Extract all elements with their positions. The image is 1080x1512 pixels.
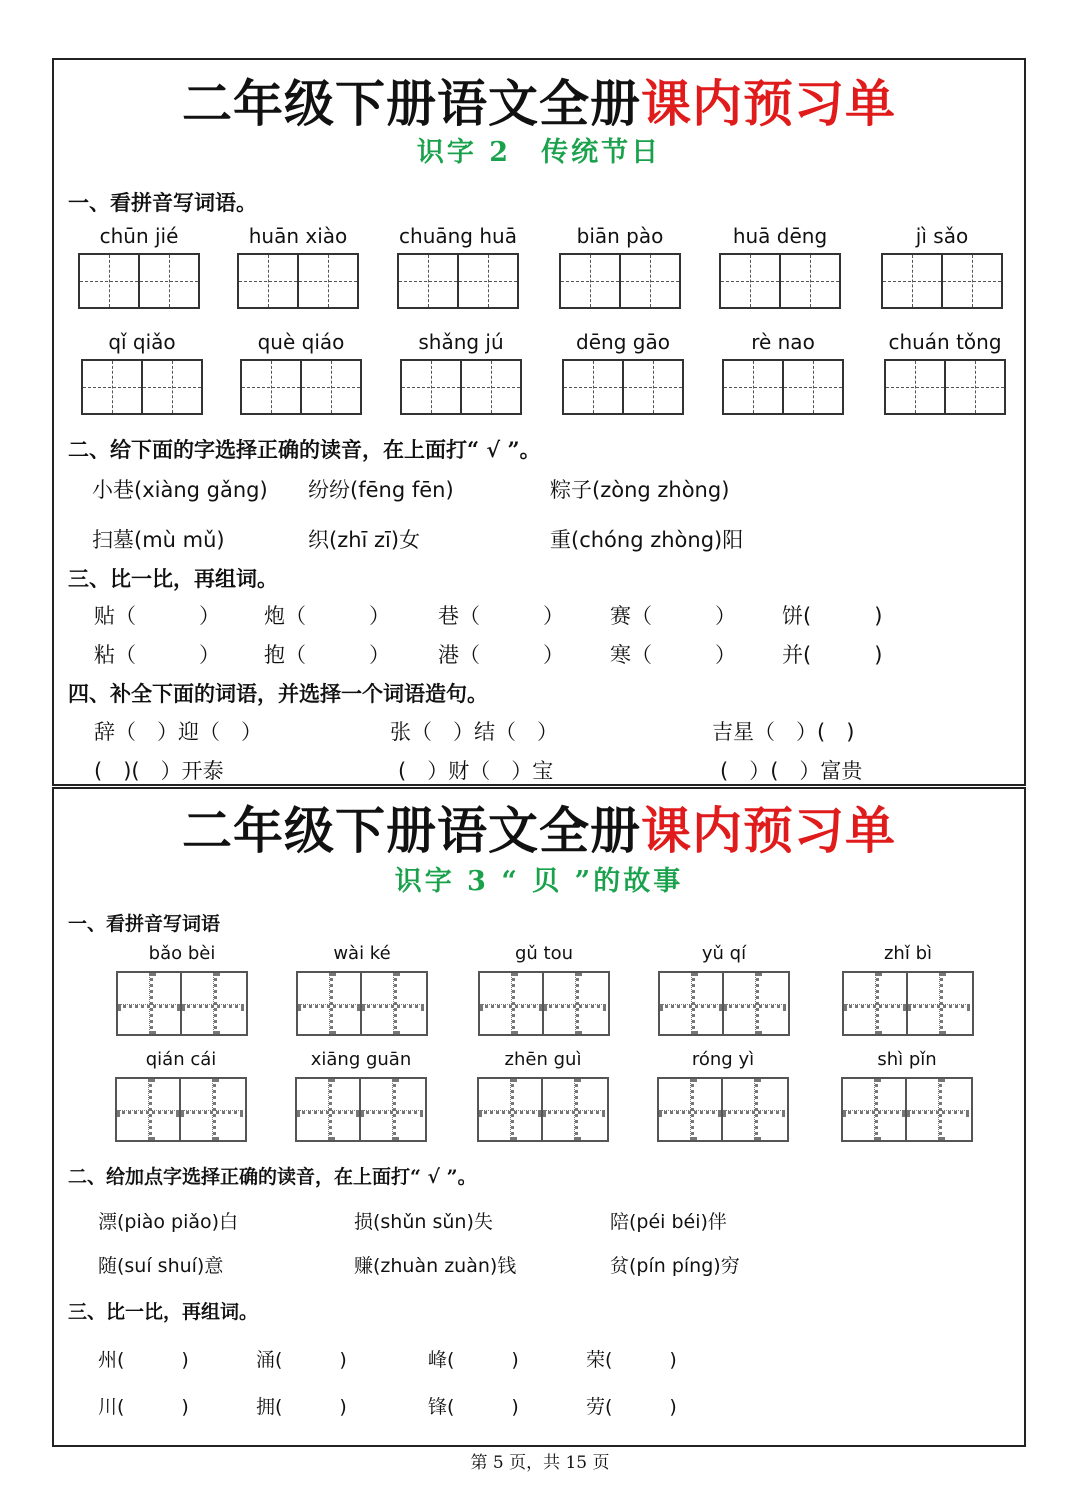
- writing-grid[interactable]: [116, 971, 248, 1036]
- writing-grid[interactable]: [562, 359, 684, 415]
- pinyin-cell: [296, 941, 428, 1036]
- title-highlight: 课内预习单: [641, 801, 896, 860]
- compare-item[interactable]: 抱（ ）: [264, 643, 390, 667]
- pinyin-cell: [240, 329, 362, 415]
- compare-item[interactable]: 赛（ ）: [610, 604, 736, 628]
- worksheet-title: [54, 791, 1024, 863]
- writing-grid[interactable]: [884, 359, 1006, 415]
- pinyin-label: dēng gāo: [576, 330, 670, 354]
- compare-item[interactable]: 寒（ ）: [610, 643, 736, 667]
- reading-item[interactable]: 随(suí shuí)意: [98, 1255, 224, 1277]
- title-main: 二年级下册语文全册: [182, 801, 641, 860]
- writing-grid[interactable]: [657, 1077, 789, 1142]
- pinyin-cell: [478, 941, 610, 1036]
- pinyin-label: zhēn guì: [504, 1049, 582, 1070]
- pinyin-cell: [295, 1047, 427, 1142]
- worksheet-title: [54, 64, 1024, 136]
- worksheet-2: [52, 787, 1026, 1447]
- reading-item[interactable]: 小巷(xiàng gǎng): [92, 478, 268, 502]
- compare-item[interactable]: 川( ): [98, 1396, 189, 1418]
- compare-item[interactable]: 饼( ): [782, 604, 883, 628]
- reading-item[interactable]: 纷纷(fēng fēn): [308, 478, 454, 502]
- compare-item[interactable]: 炮（ ）: [264, 604, 390, 628]
- page-number: 第 5 页，共 15 页: [470, 1453, 610, 1473]
- writing-grid[interactable]: [237, 253, 359, 309]
- idiom-item[interactable]: ( ）( ）富贵: [720, 759, 863, 783]
- compare-item[interactable]: 州( ): [98, 1349, 189, 1371]
- writing-grid[interactable]: [295, 1077, 427, 1142]
- pinyin-cell: [237, 223, 359, 309]
- pinyin-label: huān xiào: [248, 224, 348, 248]
- writing-grid[interactable]: [397, 253, 519, 309]
- compare-item[interactable]: 港（ ）: [438, 643, 564, 667]
- writing-grid[interactable]: [841, 1077, 973, 1142]
- writing-grid[interactable]: [722, 359, 844, 415]
- pinyin-label: què qiáo: [257, 330, 345, 354]
- reading-item[interactable]: 粽子(zòng zhòng): [550, 478, 730, 502]
- idiom-item[interactable]: ( )( ）开泰: [94, 759, 224, 783]
- pinyin-cell: [658, 941, 790, 1036]
- reading-item[interactable]: 陪(péi béi)伴: [610, 1211, 727, 1233]
- writing-grid[interactable]: [658, 971, 790, 1036]
- pinyin-cell: [657, 1047, 789, 1142]
- compare-item[interactable]: 荣( ): [586, 1349, 677, 1371]
- pinyin-cell: [842, 941, 974, 1036]
- reading-item[interactable]: 损(shǔn sǔn)失: [354, 1211, 493, 1233]
- idiom-item[interactable]: 张（ ）结（ ）: [390, 720, 558, 744]
- pinyin-label: qián cái: [145, 1049, 217, 1070]
- section-heading-4: 四、补全下面的词语，并选择一个词语造句。: [68, 681, 488, 706]
- pinyin-cell: [841, 1047, 973, 1142]
- pinyin-label: bǎo bèi: [148, 943, 216, 964]
- writing-grid[interactable]: [296, 971, 428, 1036]
- reading-item[interactable]: 赚(zhuàn zuàn)钱: [354, 1255, 517, 1277]
- writing-grid[interactable]: [400, 359, 522, 415]
- pinyin-label: shì pǐn: [877, 1049, 937, 1070]
- compare-item[interactable]: 峰( ): [428, 1349, 519, 1371]
- pinyin-cell: [562, 329, 684, 415]
- compare-item[interactable]: 拥( ): [256, 1396, 347, 1418]
- lesson-subtitle: 识字 2 传统节日: [416, 137, 662, 168]
- compare-item[interactable]: 贴（ ）: [94, 604, 220, 628]
- pinyin-label: zhǐ bì: [883, 943, 932, 964]
- reading-item[interactable]: 重(chóng zhòng)阳: [550, 528, 744, 552]
- section-heading-3: 三、比一比，再组词。: [68, 1301, 259, 1323]
- writing-grid[interactable]: [115, 1077, 247, 1142]
- lesson-subtitle: 识字 3 “ 贝 ”的故事: [394, 866, 684, 897]
- section-heading-1: 一、看拼音写词语: [68, 913, 221, 935]
- pinyin-cell: [477, 1047, 609, 1142]
- pinyin-cell: [884, 329, 1006, 415]
- pinyin-label: yǔ qí: [701, 943, 747, 964]
- pinyin-cell: [115, 1047, 247, 1142]
- compare-item[interactable]: 锋( ): [428, 1396, 519, 1418]
- idiom-item[interactable]: ( ）财（ ）宝: [398, 759, 554, 783]
- writing-grid[interactable]: [477, 1077, 609, 1142]
- pinyin-label: chūn jié: [99, 224, 179, 248]
- worksheet-1: [52, 58, 1026, 786]
- pinyin-cell: [559, 223, 681, 309]
- compare-item[interactable]: 粘（ ）: [94, 643, 220, 667]
- compare-item[interactable]: 巷（ ）: [438, 604, 564, 628]
- writing-grid[interactable]: [881, 253, 1003, 309]
- writing-grid[interactable]: [240, 359, 362, 415]
- section-heading-2: 二、给下面的字选择正确的读音，在上面打“ √ ”。: [68, 437, 541, 462]
- pinyin-cell: [81, 329, 203, 415]
- reading-item[interactable]: 扫墓(mù mǔ): [92, 528, 225, 552]
- reading-item[interactable]: 贫(pín píng)穷: [610, 1255, 740, 1277]
- pinyin-label: biān pào: [576, 224, 664, 248]
- writing-grid[interactable]: [78, 253, 200, 309]
- pinyin-label: róng yì: [691, 1049, 755, 1070]
- compare-item[interactable]: 涌( ): [256, 1349, 347, 1371]
- section-heading-3: 三、比一比，再组词。: [68, 566, 278, 591]
- writing-grid[interactable]: [478, 971, 610, 1036]
- pinyin-label: chuāng huā: [399, 224, 517, 248]
- compare-item[interactable]: 并( ): [782, 643, 883, 667]
- reading-item[interactable]: 织(zhī zī)女: [308, 528, 421, 552]
- pinyin-label: gǔ tou: [514, 943, 574, 964]
- compare-item[interactable]: 劳( ): [586, 1396, 677, 1418]
- pinyin-cell: [722, 329, 844, 415]
- writing-grid[interactable]: [81, 359, 203, 415]
- pinyin-label: shǎng jú: [418, 330, 504, 354]
- pinyin-cell: [116, 941, 248, 1036]
- reading-item[interactable]: 漂(piào piǎo)白: [98, 1211, 239, 1233]
- pinyin-cell: [881, 223, 1003, 309]
- writing-grid[interactable]: [842, 971, 974, 1036]
- pinyin-label: rè nao: [751, 330, 815, 354]
- pinyin-label: chuán tǒng: [888, 330, 1002, 354]
- title-main: 二年级下册语文全册: [182, 74, 641, 133]
- pinyin-label: huā dēng: [732, 224, 828, 248]
- section-heading-1: 一、看拼音写词语。: [68, 190, 257, 215]
- title-highlight: 课内预习单: [641, 74, 896, 133]
- pinyin-cell: [400, 329, 522, 415]
- writing-grid[interactable]: [719, 253, 841, 309]
- pinyin-cell: [719, 223, 841, 309]
- idiom-item[interactable]: 辞（ ）迎（ ）: [94, 720, 262, 744]
- writing-grid[interactable]: [559, 253, 681, 309]
- pinyin-label: wài ké: [333, 943, 391, 964]
- section-heading-2: 二、给加点字选择正确的读音，在上面打“ √ ”。: [68, 1166, 477, 1188]
- pinyin-label: xiāng guān: [310, 1049, 412, 1070]
- pinyin-cell: [397, 223, 519, 309]
- idiom-item[interactable]: 吉星（ ）( ): [712, 720, 855, 744]
- pinyin-label: qǐ qiǎo: [108, 330, 176, 354]
- pinyin-cell: [78, 223, 200, 309]
- pinyin-label: jì sǎo: [915, 224, 969, 248]
